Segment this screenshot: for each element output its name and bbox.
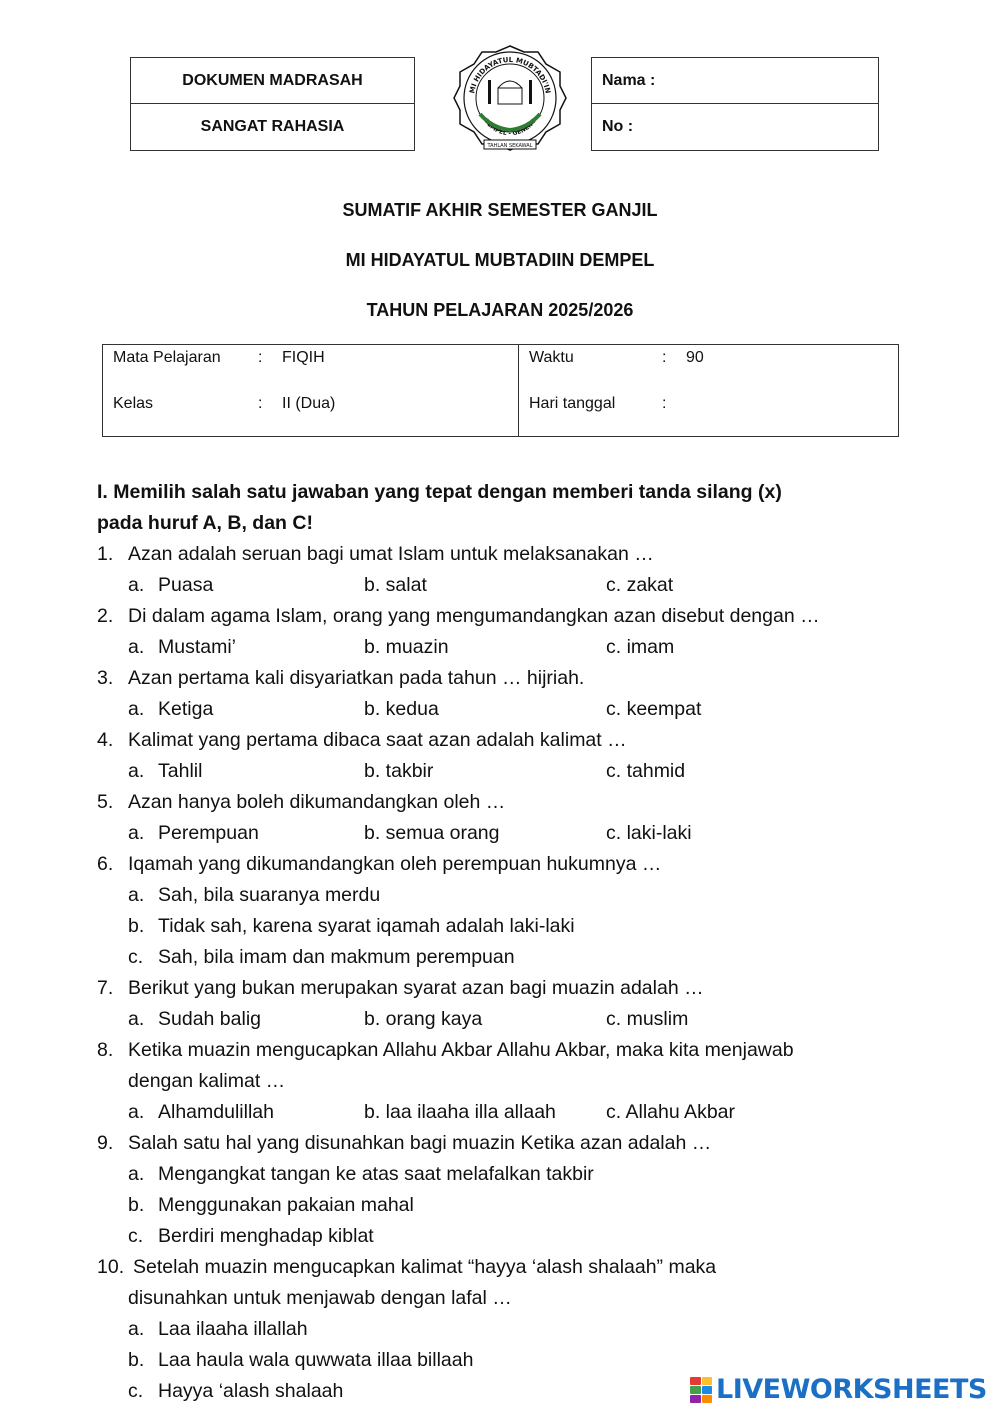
- time-row: [529, 349, 704, 367]
- class-colon: :: [258, 395, 263, 412]
- header-left-box: [130, 57, 415, 151]
- info-right-column: [519, 345, 898, 436]
- question-text: Iqamah yang dikumandangkan oleh perempuan hukumnya …: [128, 853, 662, 875]
- liveworksheets-logo-icon: [690, 1377, 712, 1403]
- page-titles: [0, 198, 1000, 348]
- question-number: 10.: [97, 1256, 125, 1278]
- option-c[interactable]: c. muslim: [606, 1008, 689, 1030]
- question-section: [97, 477, 897, 1407]
- school-name: MI HIDAYATUL MUBTADIIN DEMPEL: [345, 250, 655, 270]
- option-a[interactable]: a. Sah, bila suaranya merdu: [128, 884, 381, 906]
- option-c[interactable]: c. Hayya ‘alash shalaah: [128, 1380, 344, 1402]
- question-3-options: [97, 694, 897, 725]
- option-a[interactable]: a. Sudah balig: [128, 1008, 262, 1030]
- info-left-column: [103, 345, 519, 436]
- question-4-options: [97, 756, 897, 787]
- question-5: [97, 787, 897, 818]
- option-b[interactable]: b. Menggunakan pakaian mahal: [128, 1194, 414, 1216]
- class-value: II (Dua): [282, 395, 336, 412]
- question-number: 7.: [97, 977, 114, 999]
- logo-arc-text: MI HIDAYATUL MUBTADI'IN: [468, 55, 552, 95]
- subject-row: [113, 349, 325, 367]
- question-10: [97, 1252, 897, 1283]
- question-text: Ketika muazin mengucapkan Allahu Akbar Allahu Akbar, maka kita menjawab: [128, 1039, 794, 1061]
- document-type-label: DOKUMEN MADRASAH: [131, 58, 414, 104]
- option-a[interactable]: a. Mengangkat tangan ke atas saat melafalkan takbir: [128, 1163, 594, 1185]
- question-text-continuation: dengan kalimat …: [128, 1070, 286, 1092]
- question-8-options: [97, 1097, 897, 1128]
- question-text: Azan adalah seruan bagi umat Islam untuk melaksanakan …: [128, 543, 654, 565]
- option-b[interactable]: b. kedua: [364, 698, 439, 720]
- option-a[interactable]: a. Alhamdulillah: [128, 1101, 274, 1123]
- question-8: [97, 1035, 897, 1066]
- header-right-box: [591, 57, 879, 151]
- question-number: 4.: [97, 729, 114, 751]
- question-3: [97, 663, 897, 694]
- question-text: Azan pertama kali disyariatkan pada tahun … hijriah.: [128, 667, 585, 689]
- question-text: Azan hanya boleh dikumandangkan oleh …: [128, 791, 506, 813]
- option-c[interactable]: c. Allahu Akbar: [606, 1101, 735, 1123]
- option-b[interactable]: b. salat: [364, 574, 427, 596]
- question-2-options: [97, 632, 897, 663]
- question-number: 6.: [97, 853, 114, 875]
- date-row: [529, 395, 686, 413]
- question-text: Salah satu hal yang disunahkan bagi muazin Ketika azan adalah …: [128, 1132, 712, 1154]
- question-number: 1.: [97, 543, 114, 565]
- question-number: 5.: [97, 791, 114, 813]
- question-text: Setelah muazin mengucapkan kalimat “hayya ‘alash shalaah” maka: [133, 1256, 717, 1278]
- option-a[interactable]: a. Laa ilaaha illallah: [128, 1318, 308, 1340]
- subject-value: FIQIH: [282, 349, 325, 366]
- school-logo-icon: [452, 44, 568, 152]
- exam-info-table: [102, 344, 899, 437]
- option-b[interactable]: b. Laa haula wala quwwata illaa billaah: [128, 1349, 474, 1371]
- question-number: 2.: [97, 605, 114, 627]
- option-c[interactable]: c. laki-laki: [606, 822, 692, 844]
- option-b[interactable]: b. takbir: [364, 760, 434, 782]
- section-instruction-line1: I. Memilih salah satu jawaban yang tepat dengan memberi tanda silang (x): [97, 481, 782, 503]
- option-a[interactable]: a. Puasa: [128, 574, 214, 596]
- option-c[interactable]: c. keempat: [606, 698, 702, 720]
- logo-lower-text: DEMPEL - GENENG: [482, 117, 538, 138]
- date-label: Hari tanggal: [529, 395, 616, 412]
- option-a[interactable]: a. Tahlil: [128, 760, 203, 782]
- section-instruction-line2: pada huruf A, B, dan C!: [97, 512, 313, 534]
- liveworksheets-watermark: [690, 1374, 987, 1405]
- question-4: [97, 725, 897, 756]
- question-2: [97, 601, 897, 632]
- option-a[interactable]: a. Perempuan: [128, 822, 259, 844]
- question-text: Di dalam agama Islam, orang yang mengumandangkan azan disebut dengan …: [128, 605, 820, 627]
- option-c[interactable]: c. Sah, bila imam dan makmum perempuan: [128, 946, 515, 968]
- question-5-options: [97, 818, 897, 849]
- question-1-options: [97, 570, 897, 601]
- option-c[interactable]: c. Berdiri menghadap kiblat: [128, 1225, 374, 1247]
- question-1: [97, 539, 897, 570]
- option-c[interactable]: c. imam: [606, 636, 675, 658]
- confidential-label: SANGAT RAHASIA: [200, 118, 345, 135]
- question-number: 9.: [97, 1132, 114, 1154]
- question-7: [97, 973, 897, 1004]
- question-text-continuation: disunahkan untuk menjawab dengan lafal …: [128, 1287, 512, 1309]
- option-b[interactable]: b. orang kaya: [364, 1008, 483, 1030]
- question-number: 8.: [97, 1039, 114, 1061]
- academic-year: TAHUN PELAJARAN 2025/2026: [366, 300, 634, 320]
- option-a[interactable]: a. Ketiga: [128, 698, 214, 720]
- class-label: Kelas: [113, 395, 154, 412]
- subject-colon: :: [258, 349, 263, 366]
- subject-label: Mata Pelajaran: [113, 349, 221, 366]
- date-colon: :: [662, 395, 667, 412]
- exam-title: SUMATIF AKHIR SEMESTER GANJIL: [342, 200, 658, 220]
- option-b[interactable]: b. muazin: [364, 636, 449, 658]
- option-c[interactable]: c. tahmid: [606, 760, 686, 782]
- question-9: [97, 1128, 897, 1159]
- option-a[interactable]: a. Mustami’: [128, 636, 237, 658]
- question-text: Kalimat yang pertama dibaca saat azan adalah kalimat …: [128, 729, 627, 751]
- question-text: Berikut yang bukan merupakan syarat azan bagi muazin adalah …: [128, 977, 704, 999]
- time-colon: :: [662, 349, 667, 366]
- name-field[interactable]: Nama :: [592, 58, 878, 104]
- time-value: 90: [686, 349, 704, 366]
- option-b[interactable]: b. Tidak sah, karena syarat iqamah adalah laki-laki: [128, 915, 575, 937]
- option-b[interactable]: b. semua orang: [364, 822, 500, 844]
- number-field[interactable]: No :: [602, 118, 634, 135]
- question-number: 3.: [97, 667, 114, 689]
- question-6: [97, 849, 897, 880]
- liveworksheets-text: LIVEWORKSHEETS: [716, 1374, 987, 1405]
- option-b[interactable]: b. laa ilaaha illa allaah: [364, 1101, 556, 1123]
- class-row: [113, 395, 335, 413]
- logo-ribbon-text: TAHLAN SEKAWAL: [487, 143, 533, 149]
- option-c[interactable]: c. zakat: [606, 574, 674, 596]
- question-7-options: [97, 1004, 897, 1035]
- time-label: Waktu: [529, 349, 574, 366]
